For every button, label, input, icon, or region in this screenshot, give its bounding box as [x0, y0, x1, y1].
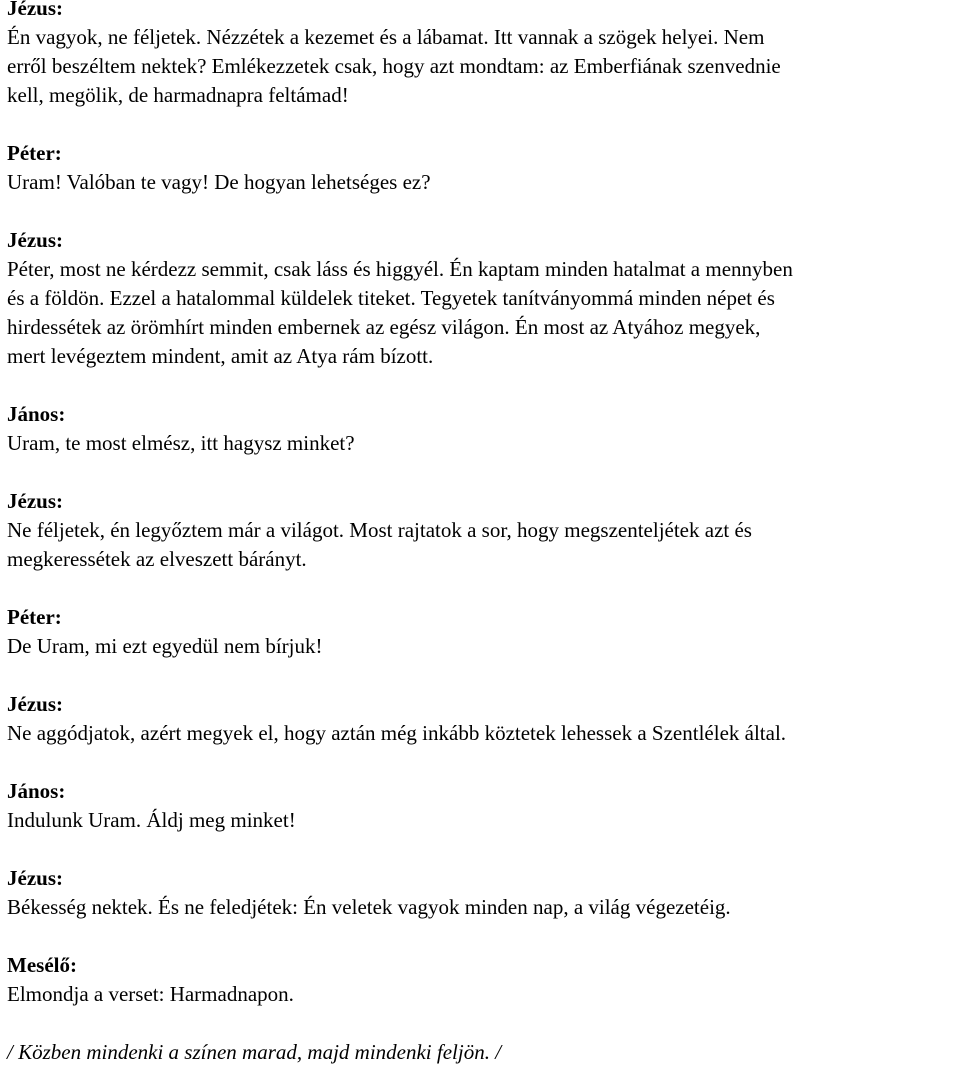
- speaker-name: Jézus:: [7, 0, 63, 20]
- dialogue-block: [7, 864, 960, 922]
- dialogue-line: mert levégeztem mindent, amit az Atya rám bízott.: [7, 344, 434, 368]
- dialogue-line: hirdessétek az örömhírt minden embernek az egész világon. Én most az Atyához megyek,: [7, 315, 761, 339]
- dialogue-block: [7, 603, 960, 661]
- dialogue-block: [7, 0, 960, 110]
- dialogue-block: [7, 690, 960, 748]
- dialogue-line: Indulunk Uram. Áldj meg minket!: [7, 808, 296, 832]
- speaker-name: János:: [7, 779, 66, 803]
- dialogue-line: Uram! Valóban te vagy! De hogyan lehetséges ez?: [7, 170, 431, 194]
- dialogue-block: [7, 487, 960, 574]
- dialogue-line: megkeressétek az elveszett bárányt.: [7, 547, 307, 571]
- stage-direction: / Közben mindenki a színen marad, majd mindenki feljön. /: [7, 1040, 502, 1064]
- dialogue-line: Ne aggódjatok, azért megyek el, hogy aztán még inkább köztetek lehessek a Szentlélek által.: [7, 721, 787, 745]
- dialogue-line: Ne féljetek, én legyőztem már a világot. Most rajtatok a sor, hogy megszenteljétek azt és: [7, 518, 752, 542]
- speaker-name: Jézus:: [7, 866, 63, 890]
- speaker-name: Péter:: [7, 605, 62, 629]
- dialogue-line: Elmondja a verset: Harmadnapon.: [7, 982, 294, 1006]
- dialogue-line: erről beszéltem nektek? Emlékezzetek csak, hogy azt mondtam: az Emberfiának szenvednie: [7, 54, 781, 78]
- dialogue-block: [7, 400, 960, 458]
- dialogue-block: [7, 139, 960, 197]
- dialogue-line: és a földön. Ezzel a hatalommal küldelek titeket. Tegyetek tanítványommá minden népet és: [7, 286, 775, 310]
- speaker-name: Jézus:: [7, 692, 63, 716]
- dialogue-line: Uram, te most elmész, itt hagysz minket?: [7, 431, 355, 455]
- dialogue-block: [7, 777, 960, 835]
- speaker-name: Péter:: [7, 141, 62, 165]
- dialogue-block: [7, 226, 960, 371]
- dialogue-line: Én vagyok, ne féljetek. Nézzétek a kezemet és a lábamat. Itt vannak a szögek helyei. Nem: [7, 25, 765, 49]
- dialogue-line: Békesség nektek. És ne feledjétek: Én veletek vagyok minden nap, a világ végezetéig.: [7, 895, 731, 919]
- dialogue-line: kell, megölik, de harmadnapra feltámad!: [7, 83, 349, 107]
- speaker-name: Jézus:: [7, 228, 63, 252]
- dialogue-line: De Uram, mi ezt egyedül nem bírjuk!: [7, 634, 323, 658]
- speaker-name: Mesélő:: [7, 953, 77, 977]
- dialogue-block: [7, 951, 960, 1009]
- dialogue-line: Péter, most ne kérdezz semmit, csak láss és higgyél. Én kaptam minden hatalmat a mennyben: [7, 257, 793, 281]
- speaker-name: Jézus:: [7, 489, 63, 513]
- speaker-name: János:: [7, 402, 66, 426]
